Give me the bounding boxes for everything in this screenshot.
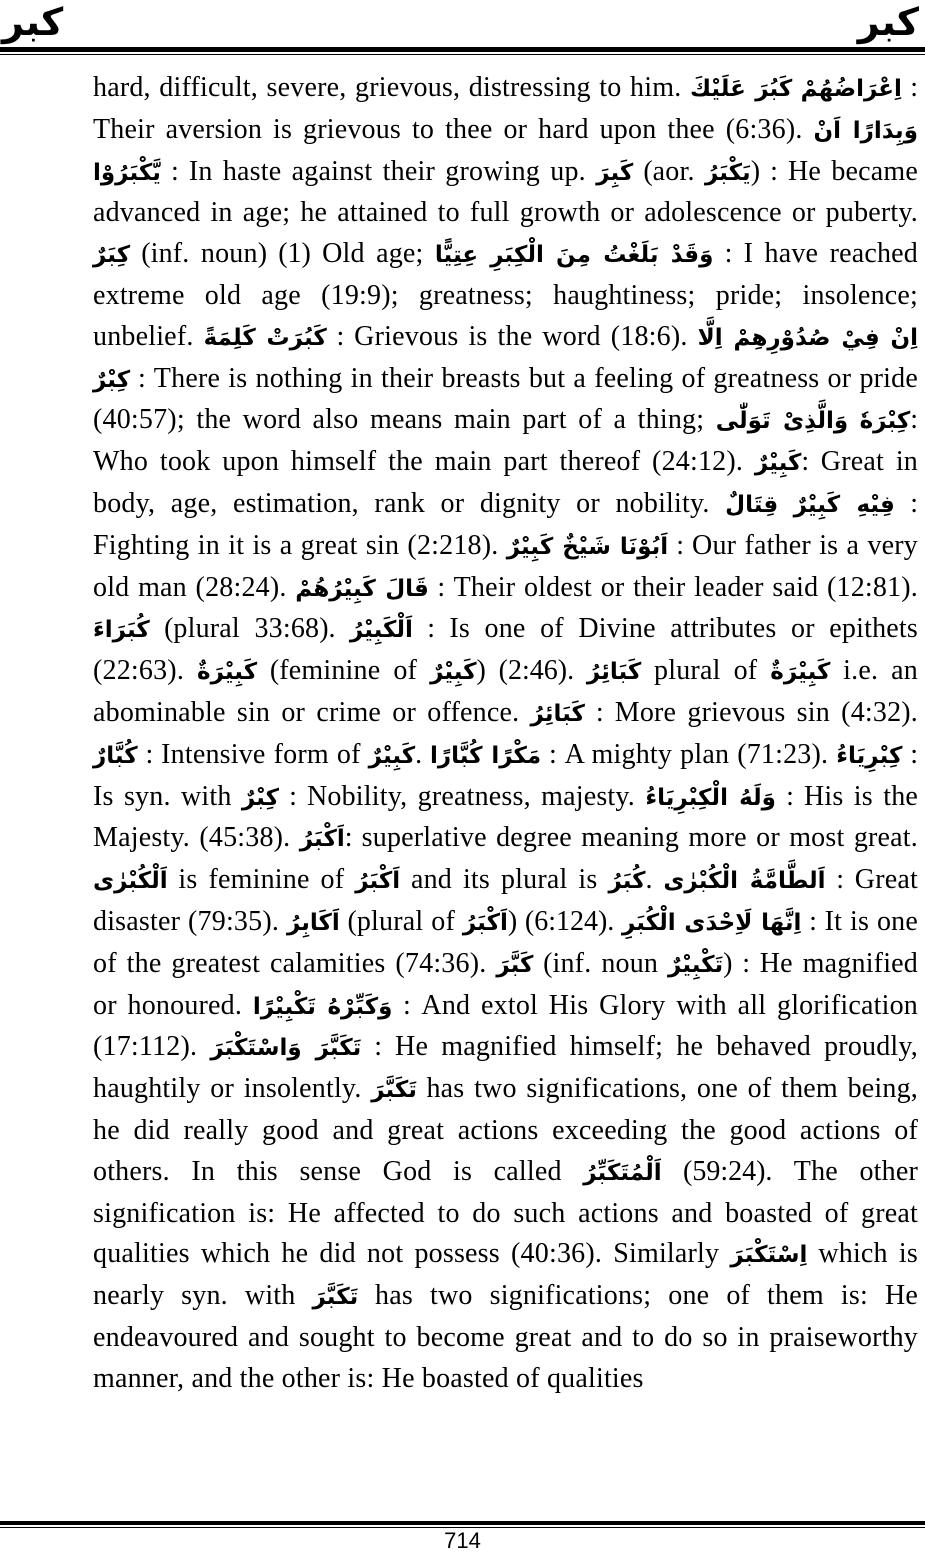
arabic-term: اَكَابِرُ <box>286 909 340 936</box>
arabic-term: كَبَائِرُ <box>530 700 585 727</box>
english-text: : It is one of the greatest calamities (74:36). <box>93 905 919 979</box>
header-rule-thin <box>0 54 925 55</box>
arabic-term: كُبَرُ <box>608 868 646 895</box>
english-text <box>792 72 800 103</box>
english-text: : In haste against their growing up. <box>160 155 597 187</box>
arabic-term: وَقَدْ بَلَغْتُ مِنَ الْكِبَرِ عِتِيًّا <box>434 242 714 269</box>
arabic-term: كَبِيْرَةٌ <box>197 659 258 686</box>
english-text: : Nobility, greatness, majesty. <box>278 780 646 812</box>
english-text: plural of <box>641 655 771 687</box>
english-text: has two significations, one of them being, he did really good and great actions exceeding the good actions of others. In this sense God is called <box>93 1073 918 1187</box>
arabic-term: اِسْتَكْبَرَ <box>730 1242 808 1269</box>
footer-rule <box>0 1521 925 1525</box>
arabic-term: قِتَالٌ <box>725 491 779 518</box>
arabic-term: اَكْبَرُ <box>299 826 345 853</box>
arabic-term: وَلَهُ الْكِبْرِيَاءُ <box>645 784 776 811</box>
arabic-term: كِبْرٌ <box>241 784 279 811</box>
english-text: : Their aversion is grievous to thee or hard upon thee (6:36). <box>93 72 919 145</box>
arabic-term: وَكَبِّرْهُ تَكْبِيْرًا <box>252 993 393 1020</box>
english-text: : Great in body, age, estimation, rank or dignity or nobility. <box>93 446 918 519</box>
arabic-term: تَكَبَّرَ وَاسْتَكْبَرَ <box>210 1035 362 1062</box>
english-text: : More grievous sin (4:32). <box>584 696 918 728</box>
arabic-term: كِبْرَهٗ <box>859 408 911 435</box>
english-text: . <box>415 738 430 770</box>
arabic-term: اَكْبَرُ <box>462 909 508 936</box>
english-text: : Is one of Divine attributes or epithets (22:63). <box>93 613 918 687</box>
arabic-term: وَالَّذِىْ تَوَلّٰى <box>715 408 849 435</box>
arabic-term: كَبِيْرٌ <box>430 659 477 686</box>
english-text: is feminine of <box>167 864 356 896</box>
english-text: has two significations; one of them is: He endeavoured and sought to become great and to do so in praiseworthy manner, and the other is: He boasted of qualities <box>93 1280 918 1394</box>
arabic-term: كَبُرَتْ كَلِمَةً <box>203 324 327 351</box>
english-text: : Great disaster (79:35). <box>93 864 918 937</box>
english-text: : Is syn. with <box>93 738 919 812</box>
english-text: : Their oldest or their leader said (12:81). <box>428 571 918 603</box>
header-rule <box>0 47 925 52</box>
entry-paragraph <box>93 68 918 1400</box>
english-text <box>778 488 793 519</box>
english-text: which is nearly syn. with <box>93 1238 918 1312</box>
english-text: ) (6:124). <box>507 905 622 937</box>
arabic-term: وَبِدَارًا اَنْ يَّكْبَرُوْا <box>93 117 918 186</box>
english-text: . <box>645 864 664 896</box>
english-text: : Our father is a very old man (28:24). <box>93 529 918 603</box>
english-text <box>848 404 859 435</box>
english-text: : Grievous is the word (18:6). <box>326 320 698 352</box>
english-text: : Intensive form of <box>137 738 369 770</box>
arabic-term: كَبُرَ عَلَيْكَ <box>689 76 793 102</box>
dictionary-entry-text <box>93 68 918 1400</box>
english-text: ) (2:46). <box>476 655 587 687</box>
arabic-term: كَبِيْرٌ <box>754 450 802 477</box>
arabic-term: كَبِيْرٌ <box>368 742 416 769</box>
english-text: (59:24). The other signification is: He affected to do such actions and boasted of great qualities which he did not possess (40:36). Similarly <box>93 1155 918 1270</box>
arabic-term: فِيْهِ كَبِيْرٌ <box>793 491 895 518</box>
arabic-term: يَكْبَرُ <box>704 159 751 186</box>
arabic-term: اِنْ فِيْ صُدُوْرِهِمْ اِلَّا كِبْرٌ <box>93 324 918 393</box>
arabic-term: اِنَّهَا لَاِحْدَى الْكُبَرِ <box>622 909 802 936</box>
english-text: : Fighting in it is a great sin (2:218). <box>93 487 919 561</box>
english-text: : superlative degree meaning more or most great. <box>344 822 918 854</box>
english-text: : Who took upon himself the main part thereof (24:12). <box>93 404 918 478</box>
arabic-term: كُبَّارٌ <box>93 742 138 769</box>
english-text: (plural of <box>339 905 463 937</box>
english-text: and its plural is <box>400 864 609 896</box>
english-text: : A mighty plan (71:23). <box>541 738 837 770</box>
arabic-term: مَكْرًا كُبَّارًا <box>429 742 542 769</box>
english-text: : There is nothing in their breasts but a feeling of greatness or pride (40:57); the word also means main part of a thing; <box>93 362 918 436</box>
english-text: : He magnified himself; he behaved proudly, haughtily or insolently. <box>93 1031 918 1105</box>
arabic-term: تَكَبَّرَ <box>312 1284 359 1311</box>
english-text: (aor. <box>633 155 705 187</box>
arabic-term: قَالَ كَبِيْرُهُمْ <box>295 575 429 602</box>
arabic-term: كِبْرِيَاءُ <box>836 742 903 769</box>
english-text: (inf. noun) (1) Old age; <box>130 238 435 270</box>
english-text: ) : He became advanced in age; he attained to full growth or adolescence or puberty. <box>93 155 919 229</box>
arabic-term: اَبُوْنَا شَيْخٌ كَبِيْرٌ <box>506 533 669 560</box>
arabic-term: كَبِرَ <box>596 159 634 186</box>
header-root-word-left: كبر <box>2 0 64 44</box>
arabic-term: تَكَبَّرَ <box>371 1077 417 1104</box>
english-text: : His is the Majesty. (45:38). <box>93 780 919 854</box>
arabic-term: اَلْكَبِيْرُ <box>349 617 413 644</box>
page-number: 714 <box>444 1528 481 1553</box>
arabic-term: كَبِيْرَةٌ <box>770 659 831 686</box>
english-text: : And extol His Glory with all glorification (17:112). <box>93 989 918 1063</box>
english-text: hard, difficult, severe, grievous, distressing to him. <box>93 72 690 103</box>
arabic-term: كُبَرَاءَ <box>93 617 150 644</box>
arabic-term: اَكْبَرُ <box>355 868 401 895</box>
arabic-term: اَلْمُتَكَبِّرُ <box>583 1159 662 1186</box>
arabic-term: كَبَّرَ <box>496 951 534 978</box>
arabic-term: كَبَائِرُ <box>586 659 642 686</box>
english-text: (plural 33:68). <box>149 613 350 645</box>
header-root-word-right: كبر <box>857 0 919 44</box>
arabic-term: كِبَرٌ <box>93 242 131 269</box>
english-text: : I have reached extreme old age (19:9); greatness; haughtiness; pride; insolence; unbelief. <box>93 238 918 352</box>
arabic-term: اِعْرَاضُهُمْ <box>800 76 902 102</box>
english-text: ) : He magnified or honoured. <box>93 947 918 1021</box>
english-text: i.e. an abominable sin or crime or offence. <box>93 655 918 728</box>
english-text: (feminine of <box>257 655 431 687</box>
english-text: (inf. noun <box>533 947 669 979</box>
arabic-term: اَلْكُبْرٰى <box>93 868 168 895</box>
arabic-term: تَكْبِيْرٌ <box>668 951 724 978</box>
arabic-term: اَلطَّامَّةُ الْكُبْرٰى <box>663 868 826 895</box>
